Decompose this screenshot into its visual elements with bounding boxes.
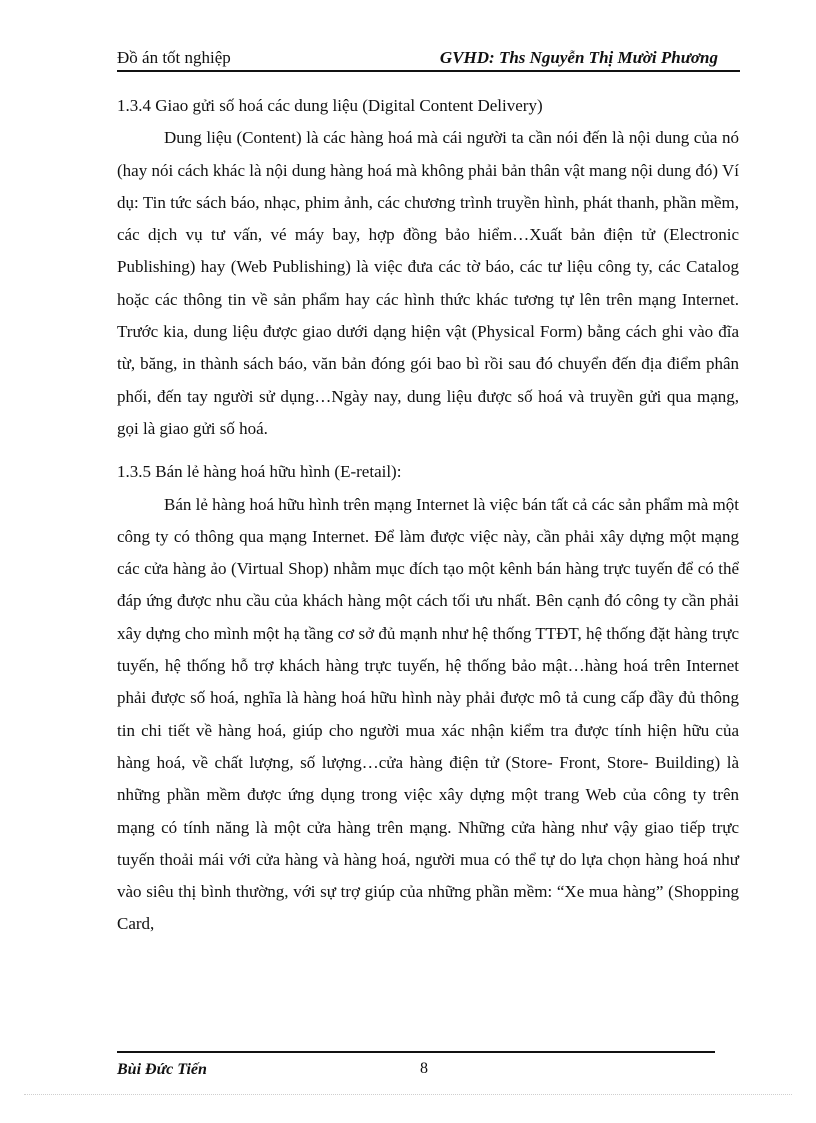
page-edge-divider xyxy=(24,1094,792,1095)
supervisor-label: GVHD: Ths Nguyễn Thị Mười Phương xyxy=(439,48,718,67)
page-number: 8 xyxy=(420,1060,428,1077)
document-type-label: Đồ án tốt nghiệp xyxy=(117,48,231,67)
page-header xyxy=(117,46,740,72)
section-heading-e-retail: 1.3.5 Bán lẻ hàng hoá hữu hình (E-retail): xyxy=(117,462,402,482)
section-heading-digital-content: 1.3.4 Giao gửi số hoá các dung liệu (Digital Content Delivery) xyxy=(117,96,543,115)
page-footer xyxy=(117,1051,715,1078)
page-body xyxy=(117,90,739,941)
author-name: Bùi Đức Tiến xyxy=(117,1061,207,1078)
section-paragraph-e-retail: Bán lẻ hàng hoá hữu hình trên mạng Internet là việc bán tất cả các sản phẩm mà một công ty có thông qua mạng Internet. Để làm được việc này, cần phải xây dựng một mạng các cửa hàng ảo (Virtual Shop) nhằm mục đích tạo một kênh bán hàng trực tuyến để có thể đáp ứng được nhu cầu của khách hàng một cách tối ưu nhất. Bên cạnh đó công ty cần phải xây dựng cho mình một hạ tầng cơ sở đủ mạnh như hệ thống TTĐT, hệ thống đặt hàng trực tuyến, hệ thống hỗ trợ khách hàng trực tuyến, hệ thống bảo mật…hàng hoá trên Internet phải được số hoá, nghĩa là hàng hoá hữu hình này phải được mô tả cung cấp đầy đủ thông tin chi tiết về hàng hoá, giúp cho người mua xác nhận kiểm tra được tính hiện hữu của hàng hoá, về chất lượng, số lượng…cửa hàng điện tử (Store- Front, Store- Building) là những phần mềm được ứng dụng trong việc xây dựng một trang Web của công ty trên mạng có tính năng là một cửa hàng trên mạng. Những cửa hàng như vậy giao tiếp trực tuyến thoải mái với cửa hàng và hàng hoá, người mua có thể tự do lựa chọn hàng hoá như vào siêu thị bình thường, với sự trợ giúp của những phần mềm: “Xe mua hàng” (Shopping Card, xyxy=(117,494,739,934)
section-paragraph-digital-content: Dung liệu (Content) là các hàng hoá mà cái người ta cần nói đến là nội dung của nó (hay nói cách khác là nội dung hàng hoá mà không phải bản thân vật mang nội dung đó) Ví dụ: Tin tức sách báo, nhạc, phim ảnh, các chương trình truyền hình, phát thanh, phần mềm, các dịch vụ tư vấn, vé máy bay, hợp đồng bảo hiểm…Xuất bản điện tử (Electronic Publishing) hay (Web Publishing) là việc đưa các tờ báo, các tư liệu công ty, các Catalog hoặc các thông tin về sản phẩm hay các hình thức khác tương tự lên trên mạng Internet. Trước kia, dung liệu được giao dưới dạng hiện vật (Physical Form) bằng cách ghi vào đĩa từ, băng, in thành sách báo, văn bản đóng gói bao bì rồi sau đó chuyển đến địa điểm phân phối, đến tay người sử dụng…Ngày nay, dung liệu được số hoá và truyền gửi qua mạng, gọi là giao gửi số hoá. xyxy=(117,128,739,438)
